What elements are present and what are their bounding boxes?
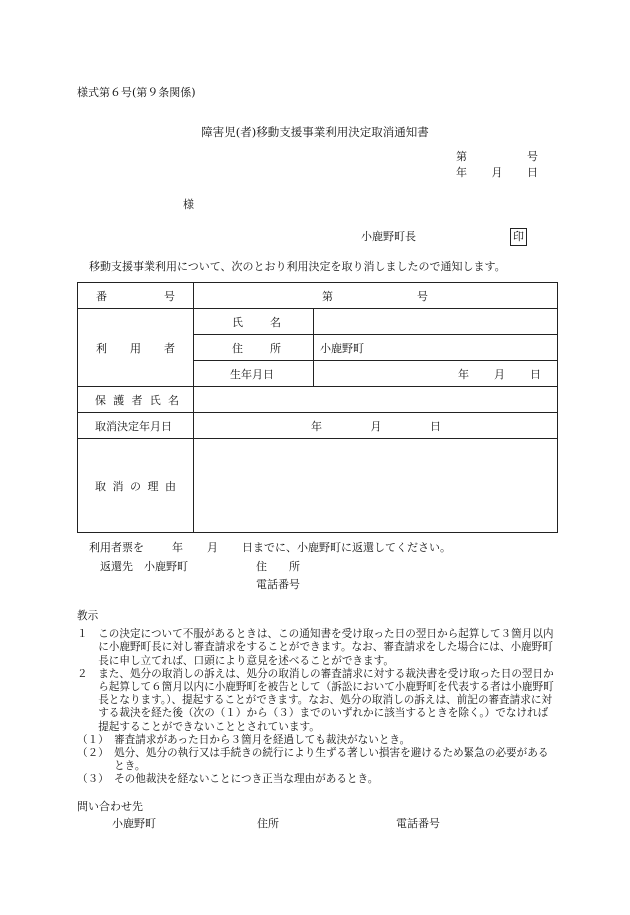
address-value: 小鹿野町 (320, 341, 364, 355)
guardian-label-cell (78, 387, 194, 413)
document-title: 障害児(者)移動支援事業利用決定取消通知書 (201, 125, 429, 139)
user-label-char-3: 者 (164, 341, 175, 355)
document-number-line (456, 150, 538, 164)
number-label-cell (78, 283, 194, 309)
return-notice-month: 月 (207, 541, 218, 554)
doc-number-prefix: 第 (456, 150, 467, 163)
notice-table (77, 282, 558, 533)
cancel-date-month: 月 (370, 419, 382, 433)
cancel-date-value-cell[interactable] (194, 413, 558, 439)
note-item-1 (77, 628, 557, 668)
contact-phone-label: 電話番号 (396, 817, 440, 830)
note-item-1-number: １ (77, 628, 99, 641)
return-notice-text-1: 利用者票を (89, 541, 144, 554)
note-sub-item-3 (77, 773, 557, 786)
seal-box: 印 (510, 228, 527, 246)
note-sub-item-1-number: （１） (77, 733, 115, 746)
note-sub-item-1 (77, 734, 557, 747)
contact-heading: 問い合わせ先 (77, 800, 143, 813)
note-item-2 (77, 668, 557, 734)
row-user-name (78, 309, 558, 335)
guardian-label-char-2: 護 (113, 393, 125, 407)
name-label-char-2: 名 (270, 315, 281, 329)
doc-number-suffix: 号 (527, 150, 538, 163)
name-label-char-1: 氏 (232, 315, 243, 329)
cancel-date-year: 年 (311, 419, 322, 433)
name-label-cell (194, 309, 314, 335)
note-item-2-text: また、処分の取消しの訴えは、処分の取消しの審査請求に対する裁決書を受け取った日の翌日から起算して６箇月以内に小鹿野町を被告として（訴訟において小鹿野町を代表する者は小鹿野町長となります。）、提起することができます。なお、処分の取消しの訴えは、前記の審査請求に対する裁決を経た後（次の（１）から（３）までのいずれかに該当するときを除く。）でなければ提起することができないこととされています。 (98, 667, 554, 733)
note-sub-item-2-text: 処分、処分の執行又は手続きの続行により生ずる著しい損害を避けるため緊急の必要があるとき。 (114, 747, 549, 773)
address-label-char-2: 所 (270, 341, 281, 355)
note-sub-item-3-text: その他裁決を経ないことにつき正当な理由があるとき。 (114, 773, 379, 786)
reason-value-cell[interactable] (194, 439, 558, 533)
user-label-char-1: 利 (96, 341, 107, 355)
intro-text: 移動支援事業利用について、次のとおり利用決定を取り消しましたので通知します。 (89, 260, 506, 273)
cancel-date-day: 日 (430, 419, 441, 433)
guardian-label-char-4: 氏 (149, 393, 161, 407)
row-number (78, 283, 558, 309)
date-month: 月 (491, 166, 503, 179)
guardian-label-char-5: 名 (168, 393, 179, 407)
name-value-cell[interactable] (314, 309, 558, 335)
note-item-2-number: ２ (77, 667, 99, 680)
notes-heading: 教示 (77, 610, 99, 622)
addressee-suffix: 様 (183, 198, 194, 211)
number-value-prefix: 第 (322, 289, 333, 303)
instruction-notes (77, 610, 557, 787)
user-label-cell (78, 309, 194, 387)
row-cancel-date (78, 413, 558, 439)
reason-label-char-3: の (130, 479, 141, 493)
note-sub-item-2-number: （２） (77, 747, 115, 760)
birthdate-month: 月 (494, 367, 505, 381)
return-notice-text-2: 日までに、小鹿野町に返還してください。 (242, 541, 451, 554)
form-number-label: 様式第６号(第９条関係) (77, 86, 196, 99)
row-guardian (78, 387, 558, 413)
date-year: 年 (456, 166, 467, 179)
guardian-label-char-3: 者 (131, 393, 143, 407)
address-value-cell[interactable] (314, 335, 558, 361)
cancel-date-label-cell (78, 413, 194, 439)
number-label-char-2: 号 (164, 289, 175, 303)
user-label-char-2: 用 (130, 341, 141, 355)
birthdate-value-cell[interactable] (314, 361, 558, 387)
birthdate-day: 日 (530, 367, 541, 381)
reason-label-char-2: 消 (112, 479, 124, 493)
number-value-cell[interactable] (194, 283, 558, 309)
note-sub-item-2 (77, 747, 557, 773)
note-sub-item-3-number: （３） (77, 773, 115, 786)
return-phone-label: 電話番号 (256, 578, 300, 591)
number-label-char-1: 番 (96, 289, 107, 303)
birthdate-label: 生年月日 (230, 367, 274, 381)
contact-address-label: 住所 (257, 817, 279, 830)
document-date-line (456, 166, 538, 180)
address-label-cell (194, 335, 314, 361)
reason-label-char-1: 取 (95, 479, 106, 493)
guardian-label-char-1: 保 (95, 393, 106, 407)
birthdate-label-cell (194, 361, 314, 387)
reason-label-char-5: 由 (165, 479, 176, 493)
issuer-name: 小鹿野町長 (361, 230, 416, 243)
return-notice-year: 年 (172, 541, 183, 554)
note-item-1-text: この決定について不服があるときは、この通知書を受け取った日の翌日から起算して３箇月以内に小鹿野町長に対し審査請求をすることができます。なお、審査請求をした場合には、小鹿野町長に申し立てれば、口頭により意見を述べることができます。 (98, 628, 554, 667)
contact-town: 小鹿野町 (112, 817, 156, 830)
return-address-label: 住 所 (256, 560, 300, 573)
cancel-date-label: 取消決定年月日 (95, 419, 172, 433)
return-destination: 返還先 小鹿野町 (100, 560, 188, 573)
birthdate-year: 年 (458, 367, 469, 381)
address-label-char-1: 住 (232, 341, 243, 355)
note-sub-item-1-text: 審査請求があった日から３箇月を経過しても裁決がないとき。 (114, 733, 411, 746)
guardian-value-cell[interactable] (194, 387, 558, 413)
date-day: 日 (527, 166, 538, 179)
reason-label-char-4: 理 (147, 479, 159, 493)
row-reason (78, 439, 558, 533)
reason-label-cell (78, 439, 194, 533)
number-value-suffix: 号 (417, 289, 428, 303)
